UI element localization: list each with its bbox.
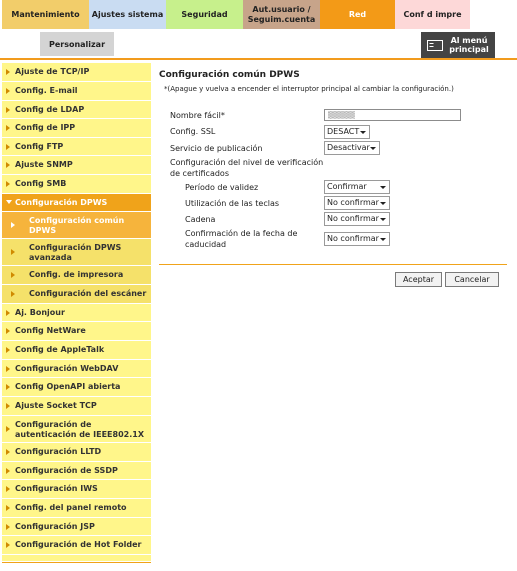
arrow-right-icon — [6, 88, 10, 94]
arrow-right-icon — [6, 449, 10, 455]
arrow-right-icon — [6, 162, 10, 168]
sidebar-item-ieee8021x[interactable] — [2, 416, 151, 443]
publication-select-value: Desactivar — [327, 143, 370, 152]
sidebar-item-ssdp[interactable] — [2, 462, 151, 480]
arrow-right-icon — [6, 69, 10, 75]
sidebar-item-label: Configuración de SSDP — [15, 465, 118, 475]
arrow-right-icon — [6, 144, 10, 150]
sidebar-item-snmp[interactable] — [2, 156, 151, 175]
sidebar-item-label: Ajuste SNMP — [15, 160, 73, 169]
sidebar-item-label: Configuración JSP — [15, 521, 95, 531]
main-menu-label: Al menú principal — [449, 36, 489, 54]
sidebar-item-label: Config OpenAPI abierta — [15, 382, 121, 391]
arrow-right-icon — [6, 384, 10, 390]
chevron-down-icon — [360, 131, 366, 134]
sidebar-item-remote-panel[interactable] — [2, 499, 151, 518]
arrow-right-icon — [6, 366, 10, 372]
sidebar-item-netware[interactable] — [2, 322, 151, 341]
sidebar-item-bonjour[interactable] — [2, 304, 151, 322]
arrow-right-icon — [6, 486, 10, 492]
page-title: Configuración común DPWS — [159, 70, 300, 80]
expiry-select-value: No confirmar — [327, 234, 379, 243]
arrow-right-icon — [6, 524, 10, 530]
sidebar-item-label: Configuración DPWS avanzada — [29, 243, 122, 262]
sidebar-item-label: Config. de impresora — [29, 270, 124, 279]
sidebar-item-dpws-advanced[interactable] — [2, 239, 151, 266]
ssl-label: Config. SSL — [170, 127, 216, 136]
chain-select[interactable] — [324, 212, 390, 226]
sidebar-item-label: Configuración de Hot Folder — [15, 540, 142, 549]
validity-label: Período de validez — [185, 183, 259, 192]
restart-note: *(Apague y vuelva a encender el interruptor principal al cambiar la configuración.) — [164, 85, 454, 93]
arrow-down-icon — [6, 200, 12, 204]
sidebar-item-dpws-common[interactable] — [2, 212, 151, 239]
sidebar-bottom-divider — [2, 562, 151, 563]
tab-print-settings[interactable]: Conf d impre — [395, 0, 470, 29]
validity-select[interactable] — [324, 180, 390, 194]
arrow-right-icon — [6, 542, 10, 548]
tab-user-auth[interactable]: Aut.usuario / Seguim.cuenta — [243, 0, 320, 29]
arrow-right-icon — [11, 249, 15, 255]
sidebar-item-label: Config. del panel remoto — [15, 503, 127, 512]
chevron-down-icon — [370, 147, 376, 150]
arrow-right-icon — [6, 107, 10, 113]
chain-label: Cadena — [185, 215, 216, 224]
arrow-right-icon — [6, 426, 10, 432]
sidebar-item-tcp-socket[interactable] — [2, 397, 151, 416]
top-divider — [0, 58, 517, 60]
sidebar-item-ftp[interactable] — [2, 138, 151, 156]
sidebar-item-label: Configuración del escáner — [29, 289, 147, 298]
sidebar-item-dpws[interactable] — [2, 194, 151, 212]
sidebar-item-label: Configuración común DPWS — [29, 216, 125, 235]
arrow-right-icon — [6, 468, 10, 474]
tab-maintenance[interactable]: Mantenimiento — [2, 0, 89, 29]
arrow-right-icon — [6, 310, 10, 316]
sidebar-item-label: Configuración DPWS — [15, 197, 108, 207]
ssl-select[interactable] — [324, 125, 370, 139]
top-tabs — [0, 0, 517, 29]
cancel-button[interactable]: Cancelar — [445, 272, 499, 287]
sidebar-item-label: Configuración de autenticación de IEEE802.1X — [15, 420, 144, 439]
arrow-right-icon — [6, 403, 10, 409]
sidebar-item-lltd[interactable] — [2, 443, 151, 462]
sidebar-item-label: Config FTP — [15, 141, 64, 151]
chevron-down-icon — [380, 186, 386, 189]
sidebar — [2, 63, 151, 561]
sidebar-item-label: Config. E-mail — [15, 86, 78, 95]
key-usage-select-value: No confirmar — [327, 198, 379, 207]
sidebar-item-jsp[interactable] — [2, 518, 151, 536]
arrow-right-icon — [11, 222, 15, 228]
main-menu-icon — [427, 40, 443, 51]
sidebar-item-label: Configuración IWS — [15, 484, 98, 493]
friendly-name-label: Nombre fácil* — [170, 111, 225, 120]
sidebar-item-printer-config[interactable] — [2, 266, 151, 285]
sidebar-item-appletalk[interactable] — [2, 341, 151, 360]
tab-network[interactable]: Red — [320, 0, 395, 29]
ssl-select-value: DESACT — [327, 127, 360, 136]
sidebar-item-label: Ajuste de TCP/IP — [15, 67, 90, 76]
sidebar-item-label: Config SMB — [15, 179, 67, 188]
arrow-right-icon — [6, 125, 10, 131]
sidebar-item-ipp[interactable] — [2, 119, 151, 138]
sidebar-item-ldap[interactable] — [2, 101, 151, 119]
sidebar-item-tcpip[interactable] — [2, 63, 151, 82]
cert-section-label: Configuración del nivel de verificación de certificados — [170, 158, 324, 178]
chevron-down-icon — [380, 238, 386, 241]
publication-select[interactable] — [324, 141, 380, 155]
arrow-right-icon — [6, 328, 10, 334]
key-usage-select[interactable] — [324, 196, 390, 210]
sidebar-item-label: Ajuste Socket TCP — [15, 401, 97, 410]
sidebar-item-smb[interactable] — [2, 175, 151, 194]
arrow-right-icon — [11, 272, 15, 278]
chevron-down-icon — [380, 202, 386, 205]
sidebar-item-openapi[interactable] — [2, 378, 151, 397]
sidebar-item-label: Config de IPP — [15, 123, 76, 132]
chain-select-value: No confirmar — [327, 214, 379, 223]
sidebar-item-label: Configuración WebDAV — [15, 363, 119, 373]
validity-select-value: Confirmar — [327, 182, 367, 191]
sidebar-item-hot-folder[interactable] — [2, 536, 151, 555]
sidebar-item-scanner-config[interactable] — [2, 285, 151, 304]
tab-security[interactable]: Seguridad — [166, 0, 243, 29]
chevron-down-icon — [380, 218, 386, 221]
arrow-right-icon — [6, 181, 10, 187]
arrow-right-icon — [11, 291, 15, 297]
main-panel — [159, 63, 507, 303]
expiry-select[interactable] — [324, 232, 390, 246]
key-usage-label: Utilización de las teclas — [185, 199, 280, 208]
sidebar-item-iws[interactable] — [2, 480, 151, 499]
sidebar-item-label: Aj. Bonjour — [15, 307, 65, 317]
tab-system-settings[interactable]: Ajustes sistema — [89, 0, 166, 29]
sidebar-item-label: Config NetWare — [15, 326, 86, 335]
tab-personalize[interactable]: Personalizar — [40, 32, 114, 56]
form-divider — [159, 264, 507, 265]
sidebar-item-webdav[interactable] — [2, 360, 151, 378]
arrow-right-icon — [6, 505, 10, 511]
sidebar-item-label: Config de LDAP — [15, 104, 85, 114]
sidebar-item-email[interactable] — [2, 82, 151, 101]
main-menu-button[interactable] — [421, 32, 495, 58]
expiry-label: Confirmación de la fecha de caducidad — [185, 229, 298, 249]
friendly-name-input[interactable] — [324, 109, 461, 121]
arrow-right-icon — [6, 347, 10, 353]
ok-button[interactable]: Aceptar — [395, 272, 442, 287]
sidebar-item-label: Configuración LLTD — [15, 447, 102, 456]
publication-label: Servicio de publicación — [170, 144, 263, 153]
sidebar-item-label: Config de AppleTalk — [15, 345, 105, 354]
